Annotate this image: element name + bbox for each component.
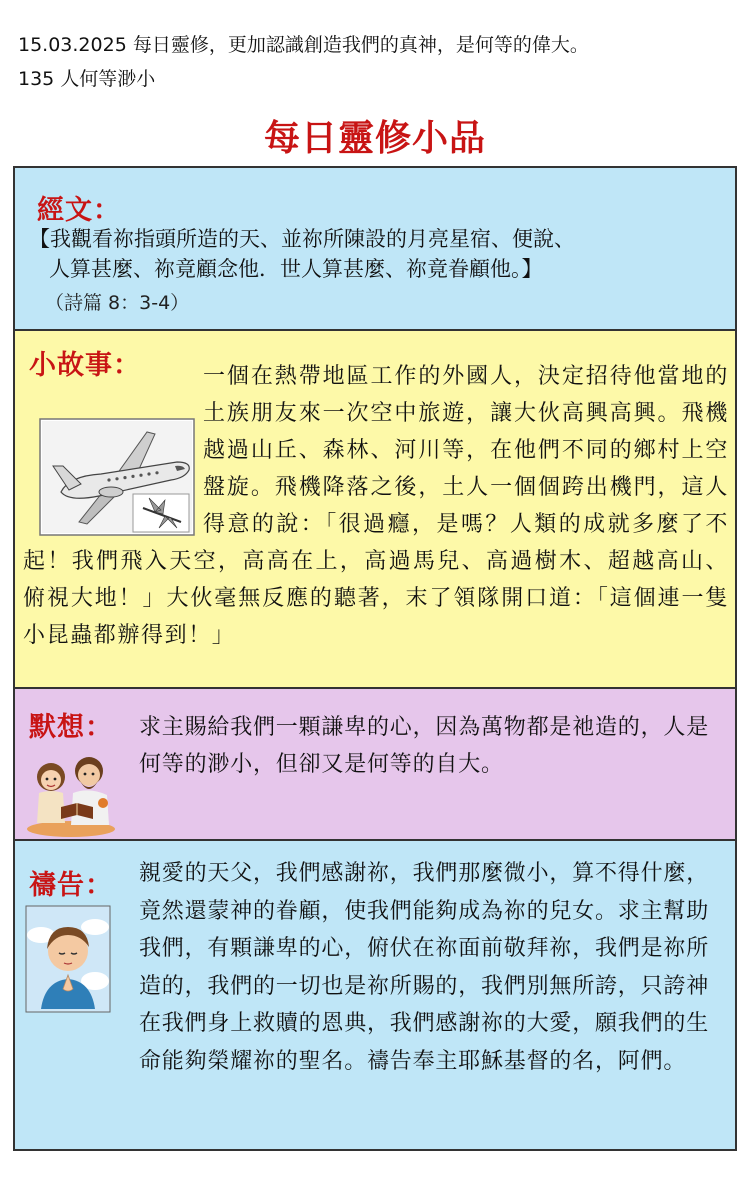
story-text-block	[23, 358, 729, 654]
airplane-icon	[39, 418, 195, 536]
scripture-line-2: 人算甚麼、祢竟顧念他．世人算甚麼、祢竟眷顧他。】	[49, 257, 543, 281]
children-reading-icon	[21, 743, 121, 839]
scripture-reference: （詩篇 8：3-4）	[45, 292, 190, 314]
scripture-section	[15, 168, 735, 331]
story-section	[15, 331, 735, 689]
prayer-section	[15, 841, 735, 1149]
meditation-text: 求主賜給我們一顆謙卑的心，因為萬物都是祂造的，人是何等的渺小，但卻又是何等的自大。	[139, 715, 710, 777]
devotional-frame	[13, 166, 737, 1151]
scripture-line-1: 【我觀看祢指頭所造的天、並祢所陳設的月亮星宿、便說、	[29, 227, 575, 251]
praying-boy-icon	[25, 905, 111, 1013]
meditation-section	[15, 689, 735, 841]
header-topic-line: 135 人何等渺小	[18, 68, 156, 90]
story-text: 一個在熱帶地區工作的外國人，決定招待他當地的土族朋友來一次空中旅遊，讓大伙高興高興。飛機越過山丘、森林、河川等，在他們不同的鄉村上空盤旋。飛機降落之後，土人一個個跨出機門，這人得意的說：「很過癮，是嗎？人類的成就多麼了不起！我們飛入天空，高高在上，高過馬兒、高過樹木、超越高山、俯視大地！」大伙毫無反應的聽著，末了領隊開口道：「這個連一隻小昆蟲都辦得到！」	[23, 364, 729, 648]
prayer-text: 親愛的天父，我們感謝祢，我們那麼微小，算不得什麼，竟然還蒙神的眷顧，使我們能夠成為祢的兒女。求主幫助我們，有顆謙卑的心，俯伏在祢面前敬拜祢，我們是祢所造的，我們的一切也是祢所賜的，我們別無所誇，只誇神在我們身上救贖的恩典，我們感謝祢的大愛，願我們的生命能夠榮耀祢的聖名。禱告奉主耶穌基督的名，阿們。	[139, 861, 710, 1074]
prayer-label: 禱告：	[29, 870, 113, 901]
header-date-line: 15.03.2025 每日靈修，更加認識創造我們的真神，是何等的偉大。	[18, 34, 589, 56]
story-label: 小故事：	[29, 350, 141, 381]
meditation-label: 默想：	[29, 712, 113, 743]
page-title: 每日靈修小品	[263, 118, 486, 159]
page-header	[18, 28, 589, 96]
scripture-label: 經文：	[37, 195, 121, 226]
